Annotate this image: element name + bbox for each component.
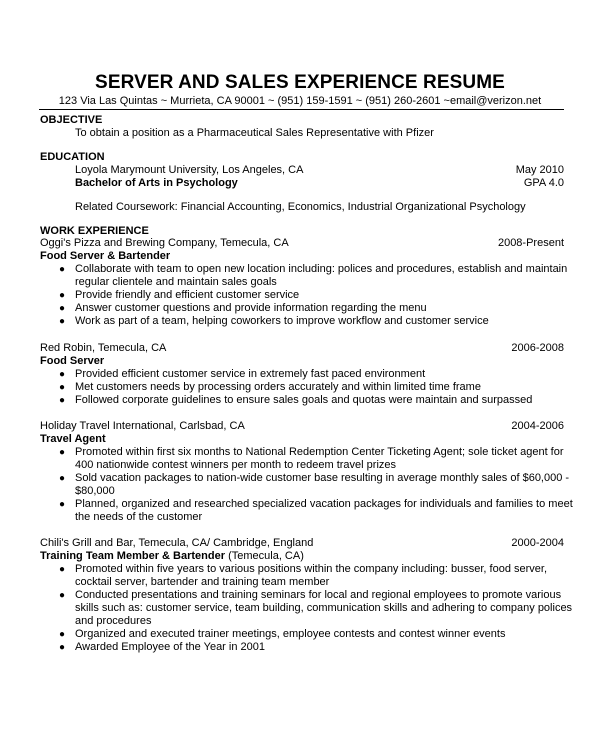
job-dates: 2008-Present — [497, 237, 564, 249]
bullet-text: Organized and executed trainer meetings, employee contests and contest winner events — [75, 628, 506, 640]
bullet-text: Met customers needs by processing orders accurately and within limited time frame — [75, 381, 481, 393]
bullet-text: Answer customer questions and provide information regarding the menu — [75, 302, 427, 314]
job-dates: 2006-2008 — [511, 342, 564, 354]
bullet-text: Provided efficient customer service in extremely fast paced environment — [75, 368, 426, 380]
bullet-text: Followed corporate guidelines to ensure sales goals and quotas were maintain and surpassed — [75, 394, 533, 406]
bullet-icon: ● — [59, 629, 66, 640]
bullet-text: Promoted within first six months to National Redemption Center Ticketing Agent; sole ticket agent for — [75, 446, 564, 458]
job-title — [40, 550, 304, 563]
objective-heading: OBJECTIVE — [40, 114, 103, 126]
contact-line: 123 Via Las Quintas ~ Murrieta, CA 90001 ~ (951) 159-1591 ~ (951) 260-2601 ~email@verizon.net — [58, 95, 542, 107]
education-degree: Bachelor of Arts in Psychology — [75, 177, 238, 189]
job-title — [40, 250, 170, 263]
job-employer: Red Robin, Temecula, CA — [40, 342, 167, 354]
bullet-text: 400 nationwide contest winners per month to redeem travel prizes — [75, 459, 397, 471]
bullet-icon: ● — [59, 499, 66, 510]
bullet-text: Awarded Employee of the Year in 2001 — [75, 641, 265, 653]
bullet-text: cocktail server, bartender and training team member — [75, 576, 330, 588]
job-employer: Chili's Grill and Bar, Temecula, CA/ Cambridge, England — [40, 537, 314, 549]
job-employer: Holiday Travel International, Carlsbad, CA — [40, 420, 245, 432]
bullet-text: Sold vacation packages to nation-wide customer base resulting in average monthly sales of $60,000 - — [75, 472, 570, 484]
job-employer: Oggi's Pizza and Brewing Company, Temecula, CA — [40, 237, 289, 249]
bullet-text: Work as part of a team, helping coworkers to improve workflow and customer service — [75, 315, 489, 327]
education-heading: EDUCATION — [40, 151, 105, 163]
bullet-icon: ● — [59, 473, 66, 484]
job-dates: 2000-2004 — [511, 537, 564, 549]
education-school: Loyola Marymount University, Los Angeles, CA — [75, 164, 304, 176]
education-date: May 2010 — [515, 164, 564, 176]
bullet-text: Promoted within five years to various positions within the company including: busser, food server, — [75, 563, 548, 575]
job-title-text: Food Server & Bartender — [40, 250, 171, 262]
bullet-icon: ● — [59, 264, 66, 275]
header-divider — [39, 109, 564, 110]
bullet-icon: ● — [59, 382, 66, 393]
job-title-text: Travel Agent — [40, 433, 106, 445]
objective-text: To obtain a position as a Pharmaceutical Sales Representative with Pfizer — [75, 127, 434, 139]
bullet-icon: ● — [59, 369, 66, 380]
bullet-icon: ● — [59, 590, 66, 601]
job-title-text: Training Team Member & Bartender — [40, 550, 226, 562]
bullet-text: Planned, organized and researched specialized vacation packages for individuals and families to meet — [75, 498, 573, 510]
job-title — [40, 355, 104, 368]
bullet-text: and procedures — [75, 615, 152, 627]
education-coursework: Related Coursework: Financial Accounting, Economics, Industrial Organizational Psychology — [75, 201, 526, 213]
bullet-text: the needs of the customer — [75, 511, 203, 523]
bullet-icon: ● — [59, 316, 66, 327]
education-gpa: GPA 4.0 — [523, 177, 564, 189]
bullet-text: skills such as: customer service, team building, communication skills and adhering to company polices — [75, 602, 573, 614]
bullet-icon: ● — [59, 642, 66, 653]
work-heading: WORK EXPERIENCE — [40, 225, 149, 237]
bullet-text: Collaborate with team to open new location including: polices and procedures, establish and maintain — [75, 263, 568, 275]
job-title-location: (Temecula, CA) — [225, 550, 304, 562]
job-dates: 2004-2006 — [511, 420, 564, 432]
bullet-text: Provide friendly and efficient customer service — [75, 289, 300, 301]
resume-title: SERVER AND SALES EXPERIENCE RESUME — [95, 72, 505, 93]
bullet-icon: ● — [59, 447, 66, 458]
bullet-icon: ● — [59, 564, 66, 575]
bullet-text: Conducted presentations and training seminars for local and regional employees to promote various — [75, 589, 562, 601]
job-title — [40, 433, 106, 446]
bullet-icon: ● — [59, 290, 66, 301]
bullet-text: regular clientele and maintain sales goals — [75, 276, 277, 288]
bullet-icon: ● — [59, 395, 66, 406]
bullet-text: $80,000 — [75, 485, 115, 497]
job-title-text: Food Server — [40, 355, 105, 367]
bullet-icon: ● — [59, 303, 66, 314]
